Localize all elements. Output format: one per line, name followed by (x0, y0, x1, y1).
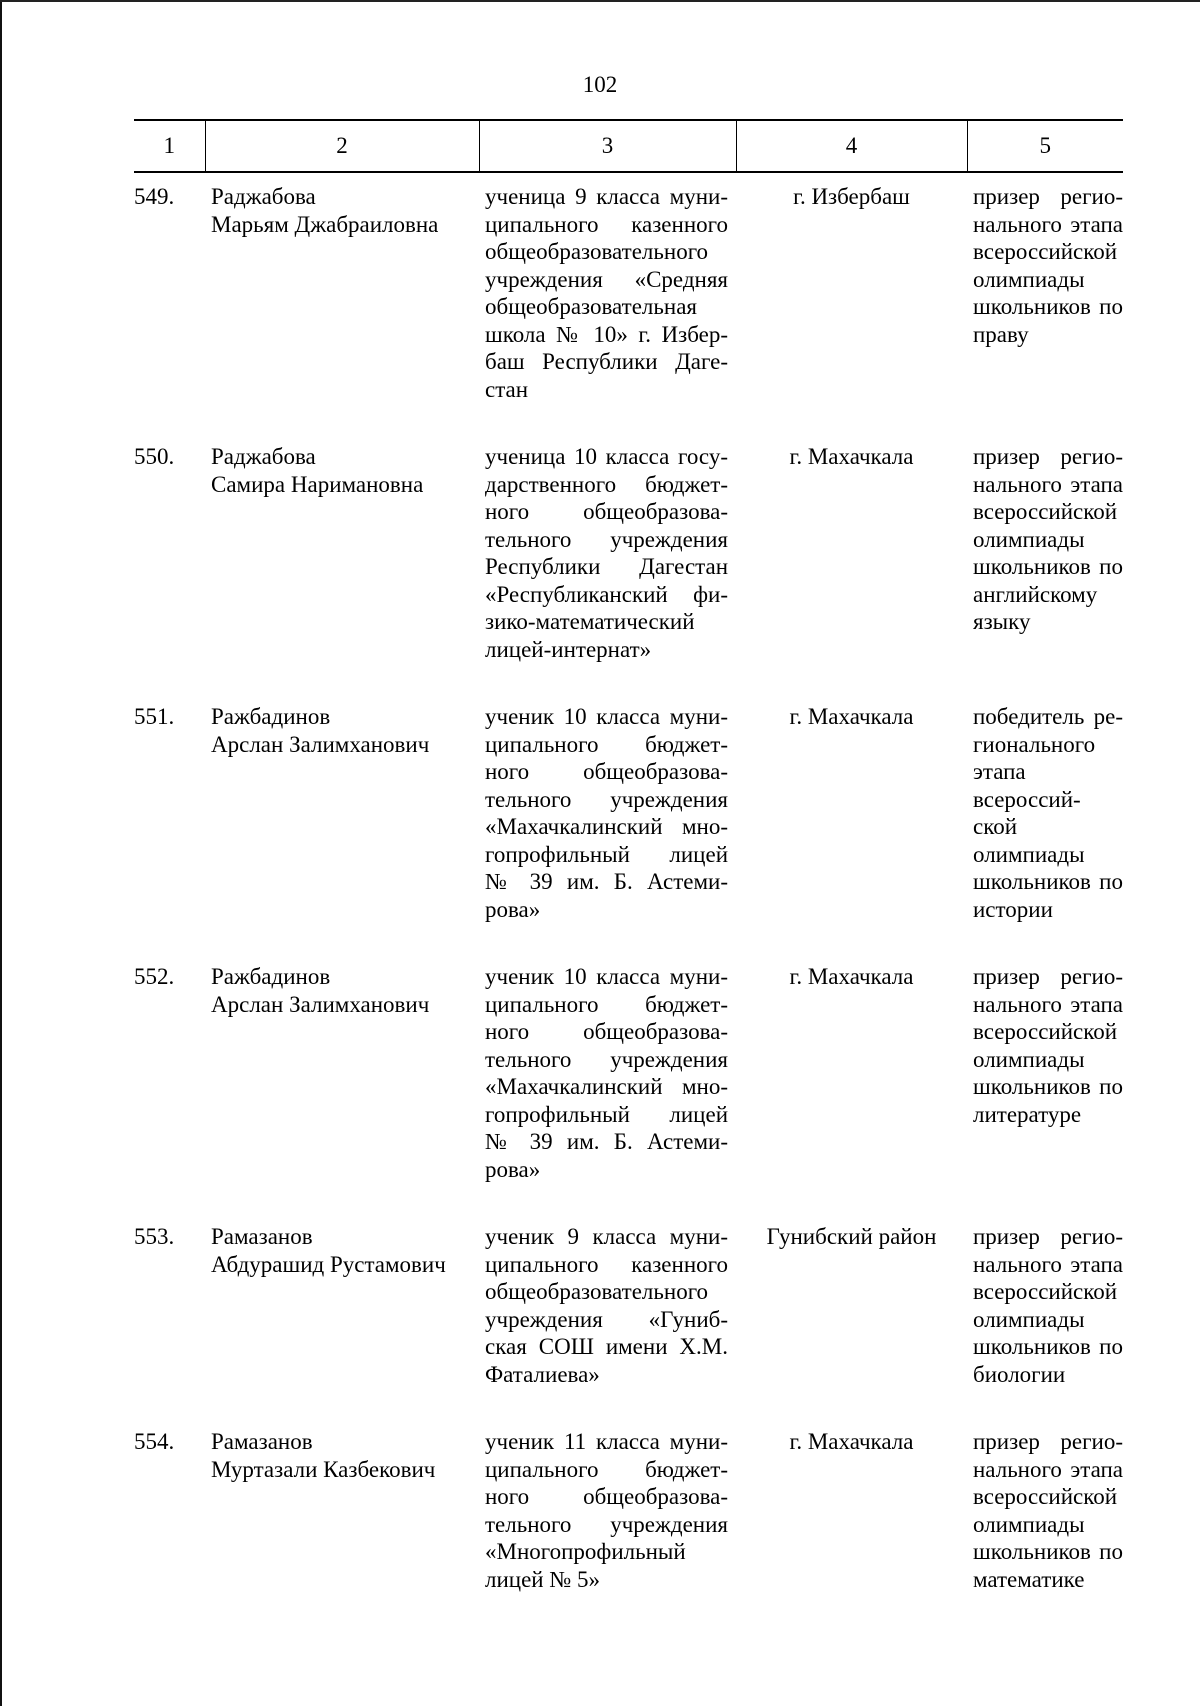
award-line: школьников по (973, 869, 1123, 894)
award-line: всероссийской (973, 1279, 1118, 1304)
table-row (134, 172, 1123, 433)
institution-line: ученик 11 класса муни- (485, 1429, 728, 1454)
institution-line: лицей № 5» (485, 1566, 601, 1592)
institution-line: рова» (485, 1156, 541, 1182)
person-name-line: Ражбадинов (211, 704, 331, 729)
award-line: призер регио- (973, 444, 1123, 469)
institution-line: ципального бюджет- (485, 991, 728, 1017)
person-name-line: Арслан Залимханович (211, 731, 430, 757)
award-line: школьников по (973, 1539, 1123, 1564)
institution-line: учреждения «Гуниб- (485, 1306, 728, 1332)
person-name-line: Ражбадинов (211, 964, 331, 989)
row-number: 554. (134, 1429, 175, 1454)
row-number: 550. (134, 444, 175, 469)
institution-line: гопрофильный лицей (485, 841, 728, 867)
award-line: нального этапа (973, 1251, 1123, 1277)
award-line: праву (973, 321, 1029, 347)
locality: г. Махачкала (789, 1429, 914, 1454)
locality: г. Махачкала (789, 444, 914, 469)
person-name-line: Раджабова (211, 184, 316, 209)
award-line: олимпиады (973, 1511, 1085, 1537)
institution-line: общеобразовательная (485, 294, 697, 319)
award-line: олимпиады (973, 1046, 1085, 1072)
locality: г. Махачкала (789, 964, 914, 989)
institution-line: ципального казенного (485, 1251, 728, 1277)
award-line: литературе (973, 1101, 1082, 1127)
column-header-institution: 3 (479, 120, 736, 172)
institution-line: № 39 им. Б. Астеми- (485, 1129, 728, 1154)
person-name (205, 172, 479, 433)
institution-line: ципального казенного (485, 211, 728, 237)
institution-line: ципального бюджет- (485, 731, 728, 757)
award-line: нального этапа (973, 1456, 1123, 1482)
scan-edge-left (0, 0, 2, 1706)
page-number: 102 (582, 72, 618, 97)
award-line: победитель ре- (973, 704, 1123, 729)
person-name-line: Марьям Джабраиловна (211, 211, 439, 237)
award-line: призер регио- (973, 964, 1123, 989)
scan-edge-top (0, 0, 1200, 2)
award-line: языку (973, 609, 1031, 634)
institution-line: стан (485, 376, 529, 402)
institution-line: ученик 9 класса муни- (485, 1224, 728, 1249)
award (967, 1213, 1123, 1418)
table-row (134, 693, 1123, 953)
institution-line: «Республиканский фи- (485, 581, 728, 607)
award-line: нального этапа (973, 991, 1123, 1017)
locality: Гунибский район (766, 1224, 937, 1249)
institution-line: зико-математический (485, 609, 695, 634)
table-body (134, 172, 1123, 1623)
person-name (205, 433, 479, 693)
person-name-line: Рамазанов (211, 1224, 313, 1249)
award-line: всероссийской (973, 499, 1118, 524)
institution-line: тельного учреждения (485, 1046, 728, 1072)
person-name (205, 1213, 479, 1418)
person-name-line: Самира Наримановна (211, 471, 424, 497)
table-row (134, 1418, 1123, 1623)
award-line: школьников по (973, 1074, 1123, 1099)
award-line: биологии (973, 1361, 1066, 1387)
institution-line: ного общеобразова- (485, 759, 728, 784)
table-row (134, 1213, 1123, 1418)
award-line: школьников по (973, 1334, 1123, 1359)
institution-line: общеобразовательного (485, 239, 709, 264)
institution (479, 953, 736, 1213)
award-line: олимпиады (973, 1306, 1085, 1332)
award-line: нального этапа (973, 471, 1123, 497)
column-header-number: 1 (134, 120, 205, 172)
award-line: ской олимпиады (973, 814, 1085, 867)
row-number: 552. (134, 964, 175, 989)
person-name-line: Муртазали Казбекович (211, 1456, 436, 1482)
person-name-line: Абдурашид Рустамович (211, 1251, 446, 1277)
award-line: всероссийской (973, 1484, 1118, 1509)
award-line: гионального (973, 731, 1096, 757)
award (967, 953, 1123, 1213)
award-line: олимпиады (973, 266, 1085, 292)
institution (479, 1418, 736, 1623)
institution-line: тельного учреждения (485, 786, 728, 812)
award-line: нального этапа (973, 211, 1123, 237)
person-name-line: Арслан Залимханович (211, 991, 430, 1017)
institution-line: школа № 10» г. Избер- (485, 321, 728, 347)
award (967, 1418, 1123, 1623)
institution-line: ного общеобразова- (485, 499, 728, 524)
award (967, 433, 1123, 693)
institution-line: ципального бюджет- (485, 1456, 728, 1482)
table-row (134, 953, 1123, 1213)
institution-line: «Махачкалинский мно- (485, 1074, 728, 1099)
column-header-place: 4 (736, 120, 967, 172)
institution-line: тельного учреждения (485, 1511, 728, 1537)
award (967, 693, 1123, 953)
row-number: 549. (134, 184, 175, 209)
institution-line: баш Республики Даге- (485, 349, 728, 374)
institution-line: ученик 10 класса муни- (485, 704, 728, 729)
award-line: олимпиады (973, 526, 1085, 552)
award-line: всероссийской (973, 1019, 1118, 1044)
institution-line: ученица 10 класса госу- (485, 444, 728, 469)
award-line: всероссийской (973, 239, 1118, 264)
award-line: истории (973, 896, 1053, 922)
institution-line: «Махачкалинский мно- (485, 814, 728, 839)
institution-line: лицей-интернат» (485, 636, 652, 662)
awards-table (134, 119, 1123, 1623)
award-line: призер регио- (973, 1224, 1123, 1249)
institution (479, 1213, 736, 1418)
award-line: призер регио- (973, 184, 1123, 209)
row-number: 551. (134, 704, 175, 729)
header-row (134, 120, 1123, 172)
institution-line: ного общеобразова- (485, 1019, 728, 1044)
institution-line: рова» (485, 896, 541, 922)
institution (479, 693, 736, 953)
institution-line: гопрофильный лицей (485, 1101, 728, 1127)
institution-line: ученик 10 класса муни- (485, 964, 728, 989)
institution (479, 433, 736, 693)
table-row (134, 433, 1123, 693)
institution-line: ученица 9 класса муни- (485, 184, 728, 209)
person-name (205, 1418, 479, 1623)
institution-line: «Многопрофильный (485, 1539, 686, 1564)
award-line: этапа всероссий- (973, 759, 1081, 812)
award-line: призер регио- (973, 1429, 1123, 1454)
institution-line: Фаталиева» (485, 1361, 600, 1387)
institution (479, 172, 736, 433)
institution-line: ская СОШ имени Х.М. (485, 1334, 728, 1359)
institution-line: общеобразовательного (485, 1279, 709, 1304)
column-header-name: 2 (205, 120, 479, 172)
person-name (205, 953, 479, 1213)
locality: г. Избербаш (793, 184, 910, 209)
institution-line: Республики Дагестан (485, 554, 728, 579)
person-name-line: Рамазанов (211, 1429, 313, 1454)
person-name (205, 693, 479, 953)
institution-line: ного общеобразова- (485, 1484, 728, 1509)
institution-line: дарственного бюджет- (485, 471, 728, 497)
column-header-award: 5 (967, 120, 1123, 172)
person-name-line: Раджабова (211, 444, 316, 469)
row-number: 553. (134, 1224, 175, 1249)
award-line: математике (973, 1566, 1085, 1592)
award-line: английскому (973, 581, 1098, 607)
institution-line: тельного учреждения (485, 526, 728, 552)
institution-line: № 39 им. Б. Астеми- (485, 869, 728, 894)
award-line: школьников по (973, 554, 1123, 579)
award-line: школьников по (973, 294, 1123, 319)
institution-line: учреждения «Средняя (485, 266, 728, 292)
locality: г. Махачкала (789, 704, 914, 729)
award (967, 172, 1123, 433)
